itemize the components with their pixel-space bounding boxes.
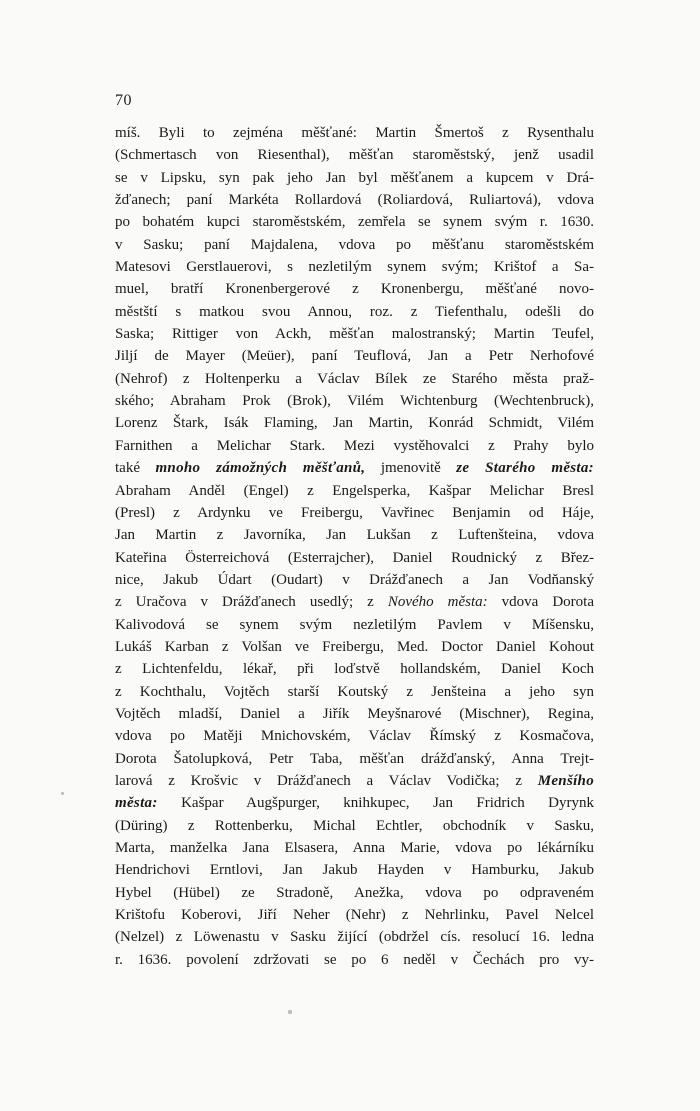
text-line: [115, 368, 594, 390]
emphasized-text: města:: [115, 795, 158, 812]
scan-artifact-dot: [61, 792, 64, 795]
text-segment: vdova po Matěji Mnichovském, Václav Římský z Kosmačova,: [115, 728, 594, 745]
text-segment: Jiljí de Mayer (Meüer), paní Teuflová, Jan a Petr Nerhofové: [115, 348, 594, 365]
text-line: [115, 926, 594, 948]
text-segment: r. 1636. povolení zdržovati se po 6 neděl v Čechách pro vy-: [115, 951, 594, 968]
text-segment: Krištofu Koberovi, Jiří Neher (Nehr) z Nehrlinku, Pavel Nelcel: [115, 907, 594, 924]
text-line: [115, 390, 594, 412]
text-line: [115, 189, 594, 211]
text-line: [115, 703, 594, 725]
text-line: [115, 480, 594, 502]
text-line: [115, 725, 594, 747]
text-line: [115, 435, 594, 457]
text-segment: Abraham Anděl (Engel) z Engelsperka, Kašpar Melichar Bresl: [115, 482, 594, 499]
emphasized-text: mnoho zámožných měšťanů,: [155, 460, 366, 477]
text-segment: žďanech; paní Markéta Rollardová (Roliardová, Ruliartová), vdova: [115, 192, 594, 209]
text-segment: jmenovitě: [365, 460, 457, 477]
text-segment: (Düring) z Rottenberku, Michal Echtler, obchodník v Sasku,: [115, 817, 594, 834]
text-line: [115, 859, 594, 881]
text-line: [115, 636, 594, 658]
text-line: [115, 792, 594, 814]
text-line: [115, 502, 594, 524]
text-line: [115, 144, 594, 166]
text-segment: Farnithen a Melichar Stark. Mezi vystěhovalci z Prahy bylo: [115, 437, 594, 454]
text-segment: Kašpar Augšpurger, knihkupec, Jan Fridrich Dyrynk: [157, 795, 594, 812]
text-segment: také: [115, 460, 156, 477]
text-segment: (Nelzel) z Löwenastu v Sasku žijící (obdržel cís. resolucí 16. ledna: [115, 929, 594, 946]
text-segment: se v Lipsku, syn pak jeho Jan byl měšťanem a kupcem v Drá-: [115, 169, 594, 186]
text-line: [115, 614, 594, 636]
text-segment: Lukáš Karban z Volšan ve Freibergu, Med. Doctor Daniel Kohout: [115, 638, 594, 655]
text-line: [115, 457, 594, 479]
text-line: [115, 211, 594, 233]
text-segment: Hybel (Hübel) ze Stradoně, Anežka, vdova po odpraveném: [115, 884, 594, 901]
text-segment: Kalivodová se synem svým nezletilým Pavlem v Míšensku,: [115, 616, 594, 633]
scan-artifact-dot: [288, 1010, 292, 1014]
text-segment: muel, bratří Kronenbergerové z Kronenbergu, měšťané novo-: [115, 281, 594, 298]
text-segment: vdova Dorota: [487, 594, 595, 611]
text-segment: ského; Abraham Prok (Brok), Vilém Wichtenburg (Wechtenbruck),: [115, 393, 594, 410]
text-line: [115, 882, 594, 904]
text-segment: Jan Martin z Javorníka, Jan Lukšan z Luftenšteina, vdova: [115, 527, 594, 544]
text-segment: z Uračova v Drážďanech usedlý; z: [115, 594, 388, 611]
text-line: [115, 345, 594, 367]
text-line: [115, 748, 594, 770]
text-segment: Dorota Šatolupková, Petr Taba, měšťan drážďanský, Anna Trejt-: [115, 750, 594, 767]
text-line: [115, 837, 594, 859]
text-segment: z Lichtenfeldu, lékař, při loďstvě hollandském, Daniel Koch: [115, 661, 594, 678]
text-line: [115, 658, 594, 680]
text-segment: míš. Byli to zejména měšťané: Martin Šmertoš z Rysenthalu: [115, 125, 594, 141]
emphasized-text: ze Starého města:: [456, 460, 594, 477]
text-line: [115, 256, 594, 278]
text-segment: v Sasku; paní Majdalena, vdova po měšťanu staroměstském: [115, 236, 594, 253]
text-line: [115, 412, 594, 434]
text-segment: Vojtěch mladší, Daniel a Jiřík Meyšnarové (Mischner), Regina,: [115, 705, 594, 722]
text-line: [115, 569, 594, 591]
text-segment: z Kochthalu, Vojtěch starší Koutský z Jenšteina a jeho syn: [115, 683, 594, 700]
text-line: [115, 591, 594, 613]
text-segment: larová z Krošvic v Drážďanech a Václav Vodička; z: [115, 772, 538, 789]
text-segment: Marta, manželka Jana Elsasera, Anna Marie, vdova po lékárníku: [115, 840, 594, 856]
text-segment: městští s matkou svou Annou, roz. z Tiefenthalu, odešli do: [115, 303, 594, 320]
text-line: [115, 904, 594, 926]
text-segment: Matesovi Gerstlauerovi, s nezletilým synem svým; Krištof a Sa-: [115, 259, 594, 276]
emphasized-text: Nového města:: [387, 594, 488, 611]
text-line: [115, 167, 594, 189]
text-line: [115, 323, 594, 345]
text-segment: Kateřina Österreichová (Esterrajcher), Daniel Roudnický z Břez-: [115, 549, 594, 566]
body-text: [115, 122, 594, 971]
text-line: [115, 815, 594, 837]
text-segment: (Presl) z Ardynku ve Freibergu, Vavřinec Benjamin od Háje,: [115, 504, 594, 521]
text-segment: (Nehrof) z Holtenperku a Václav Bílek ze Starého města praž-: [115, 370, 594, 387]
text-segment: (Schmertasch von Riesenthal), měšťan staroměstský, jenž usadil: [115, 147, 594, 164]
text-line: [115, 681, 594, 703]
text-segment: Lorenz Štark, Isák Flaming, Jan Martin, Konrád Schmidt, Vilém: [115, 415, 594, 432]
page-number: 70: [115, 92, 132, 109]
text-line: [115, 949, 594, 971]
emphasized-text: Menšího: [537, 772, 594, 789]
text-line: [115, 770, 594, 792]
text-line: [115, 122, 594, 144]
text-segment: po bohatém kupci staroměstském, zemřela se synem svým r. 1630.: [115, 214, 594, 231]
text-line: [115, 524, 594, 546]
text-segment: nice, Jakub Údart (Oudart) v Drážďanech a Jan Vodňanský: [115, 571, 594, 588]
text-line: [115, 278, 594, 300]
text-line: [115, 547, 594, 569]
text-segment: Saska; Rittiger von Ackh, měšťan malostranský; Martin Teufel,: [115, 326, 594, 343]
text-line: [115, 234, 594, 256]
text-line: [115, 301, 594, 323]
text-segment: Hendrichovi Erntlovi, Jan Jakub Hayden v Hamburku, Jakub: [115, 862, 594, 879]
